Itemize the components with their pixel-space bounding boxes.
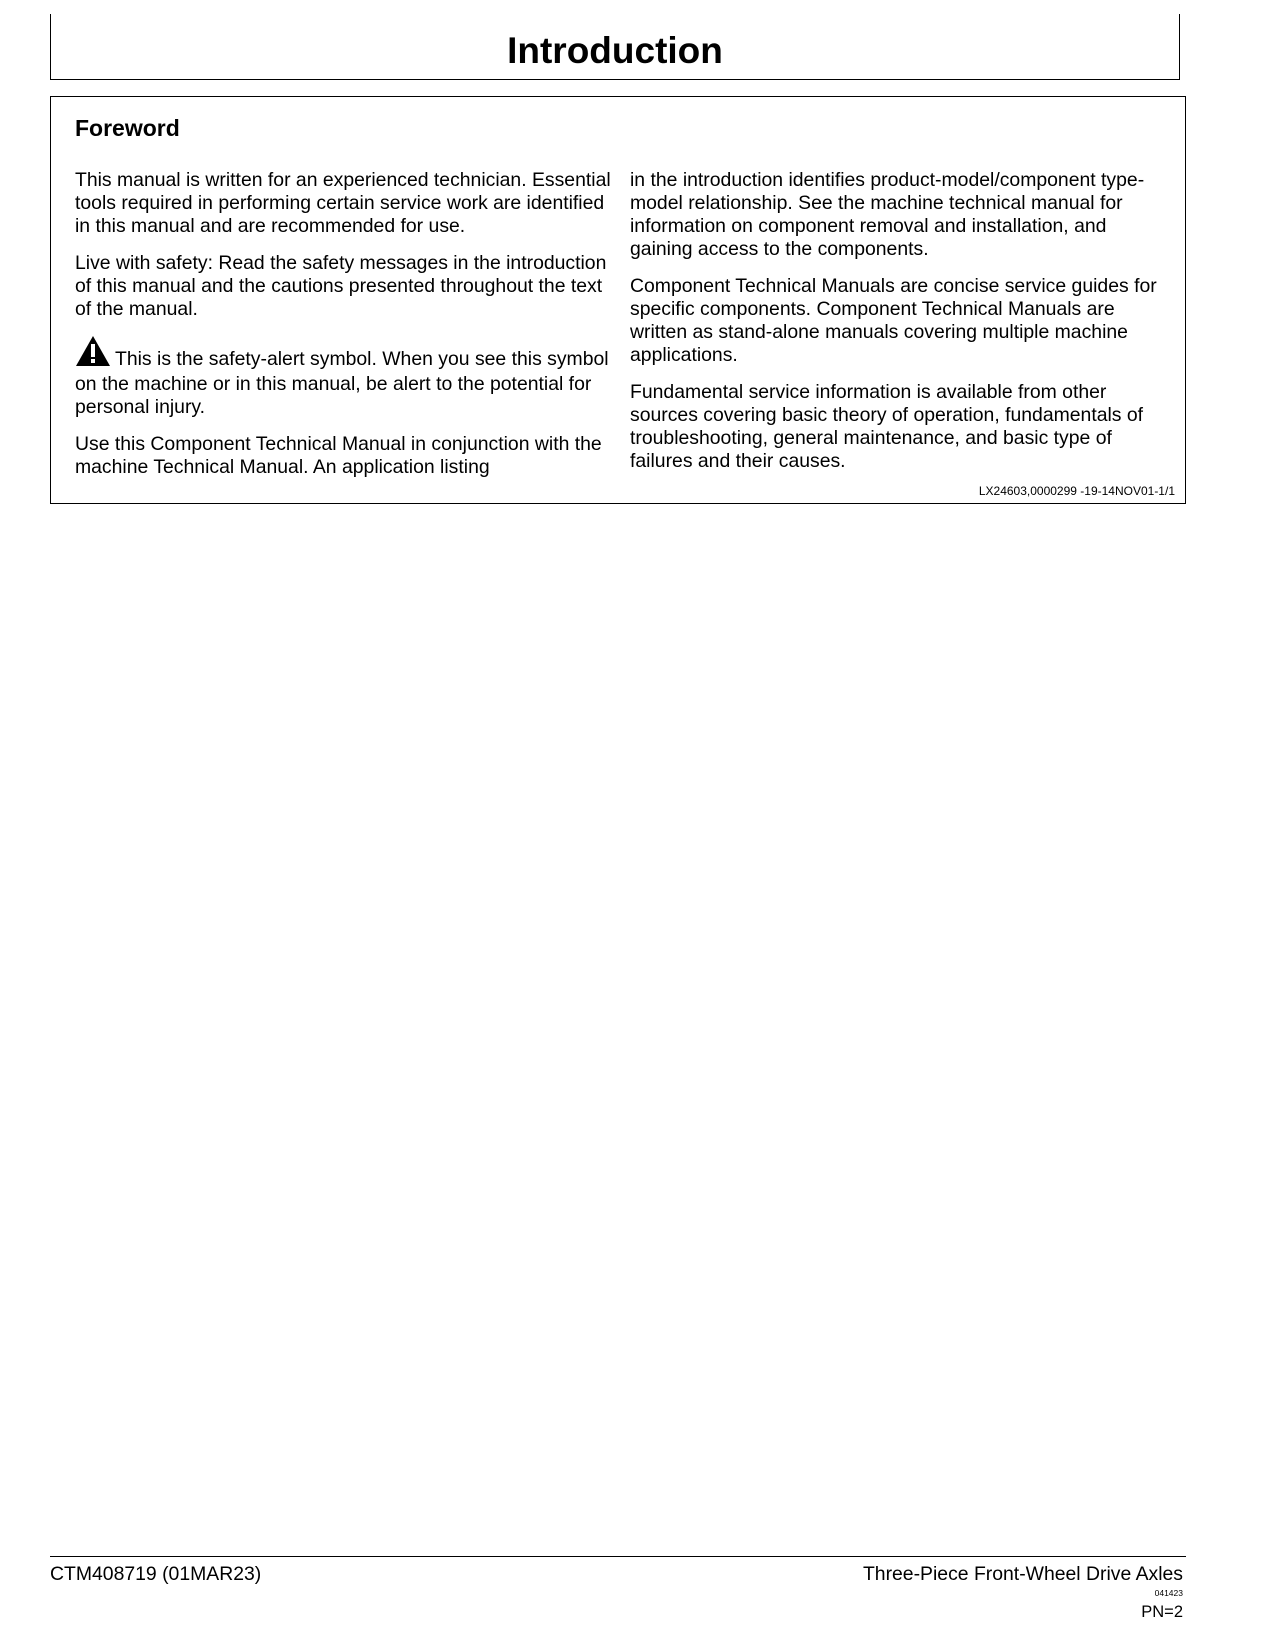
section-heading: Foreword (75, 115, 180, 141)
footer-small-code: 041423 (1154, 1588, 1183, 1598)
safety-alert-triangle-icon (75, 335, 111, 373)
footer-page-number: PN=2 (1141, 1603, 1183, 1621)
paragraph-introduction-identifies: in the introduction identifies product-model/component type-model relationship. See the machine technical manual for information on component removal and installation, and gaining access to the components. (630, 169, 1145, 260)
footer-manual-id: CTM408719 (01MAR23) (50, 1563, 262, 1585)
left-column (75, 169, 611, 493)
paragraph-safety-alert (75, 335, 611, 419)
reference-code: LX24603,0000299 -19-14NOV01-1/1 (978, 484, 1175, 498)
footer-divider (50, 1556, 1186, 1557)
paragraph-technician: This manual is written for an experienced technician. Essential tools required in performing certain service work are identified in this manual and are recommended for use. (75, 169, 611, 237)
paragraph-fundamental-info: Fundamental service information is available from other sources covering basic theory of operation, fundamentals of troubleshooting, general maintenance, and basic type of failures and their causes. (630, 381, 1144, 472)
safety-alert-text: This is the safety-alert symbol. When you see this symbol on the machine or in this manual, be alert to the potential for personal injury. (75, 348, 609, 418)
page-title: Introduction (507, 30, 723, 71)
footer-manual-title: Three-Piece Front-Wheel Drive Axles (862, 1563, 1183, 1585)
foreword-section (50, 96, 1186, 504)
right-column (630, 169, 1166, 487)
title-frame (50, 14, 1180, 80)
paragraph-use-ctm: Use this Component Technical Manual in conjunction with the machine Technical Manual. An application listing (75, 433, 602, 478)
paragraph-live-with-safety: Live with safety: Read the safety messages in the introduction of this manual and the cautions presented throughout the text of the manual. (75, 252, 607, 320)
paragraph-ctm-concise: Component Technical Manuals are concise service guides for specific components. Component Technical Manuals are written as stand-alone manuals covering multiple machine applications. (630, 275, 1157, 366)
